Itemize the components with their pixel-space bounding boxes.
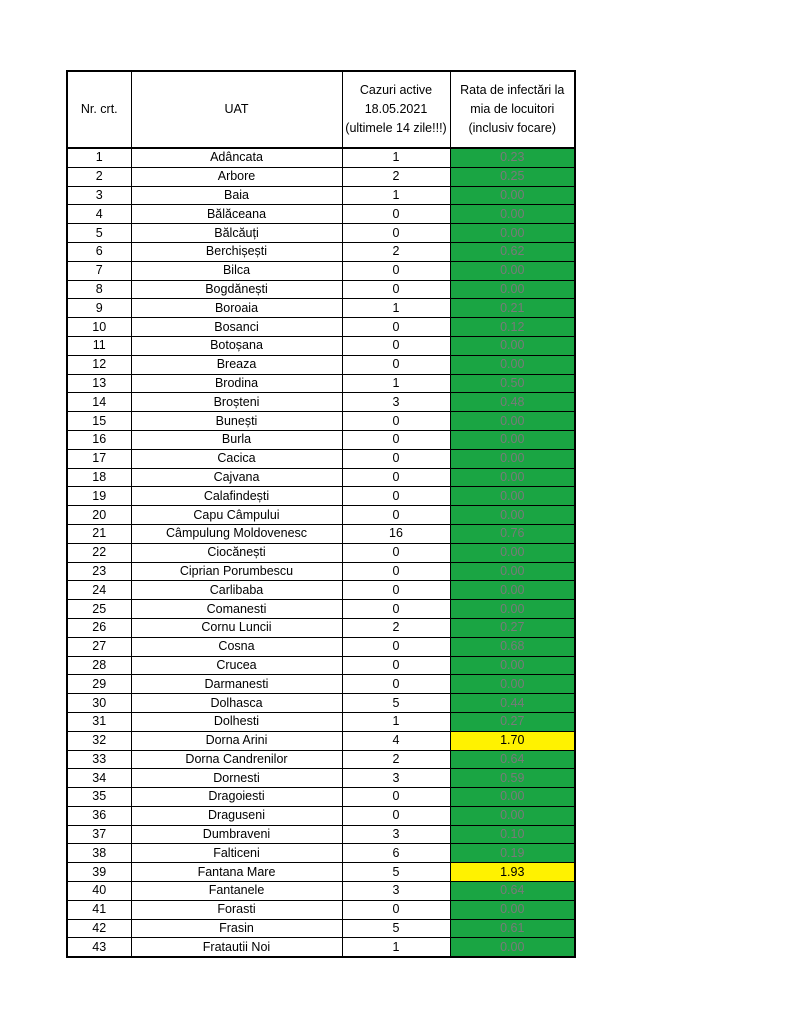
cell-nr: 15 [67, 412, 131, 431]
cell-cases: 0 [342, 675, 450, 694]
cell-rate: 0.21 [450, 299, 575, 318]
cell-rate: 0.00 [450, 280, 575, 299]
cell-nr: 4 [67, 205, 131, 224]
cell-nr: 41 [67, 900, 131, 919]
cell-uat: Bilca [131, 261, 342, 280]
table-row [67, 656, 575, 675]
cell-cases: 1 [342, 374, 450, 393]
cell-nr: 32 [67, 731, 131, 750]
cell-rate: 0.00 [450, 261, 575, 280]
table-row [67, 600, 575, 619]
cell-uat: Dragoiesti [131, 788, 342, 807]
cell-nr: 7 [67, 261, 131, 280]
cell-rate: 0.50 [450, 374, 575, 393]
cell-cases: 0 [342, 412, 450, 431]
cell-cases: 0 [342, 900, 450, 919]
cell-uat: Fratautii Noi [131, 938, 342, 957]
table-row [67, 675, 575, 694]
cell-nr: 31 [67, 712, 131, 731]
cell-nr: 5 [67, 224, 131, 243]
header-cases: Cazuri active 18.05.2021 (ultimele 14 zile!!!) [342, 71, 450, 148]
cell-rate: 0.00 [450, 806, 575, 825]
cell-cases: 4 [342, 731, 450, 750]
cell-nr: 19 [67, 487, 131, 506]
cell-uat: Breaza [131, 355, 342, 374]
cell-cases: 0 [342, 318, 450, 337]
cell-uat: Cacica [131, 449, 342, 468]
cell-rate: 0.00 [450, 412, 575, 431]
header-rate: Rata de infectări la mia de locuitori (inclusiv focare) [450, 71, 575, 148]
cell-cases: 5 [342, 863, 450, 882]
cell-cases: 0 [342, 205, 450, 224]
table-row [67, 806, 575, 825]
cell-cases: 5 [342, 919, 450, 938]
cell-cases: 3 [342, 393, 450, 412]
cell-rate: 0.00 [450, 224, 575, 243]
cell-cases: 0 [342, 449, 450, 468]
cell-uat: Broșteni [131, 393, 342, 412]
cell-nr: 2 [67, 167, 131, 186]
cell-cases: 1 [342, 299, 450, 318]
cell-uat: Fantanele [131, 882, 342, 901]
cell-rate: 0.00 [450, 562, 575, 581]
cell-uat: Fantana Mare [131, 863, 342, 882]
cell-nr: 20 [67, 506, 131, 525]
cell-uat: Calafindești [131, 487, 342, 506]
cell-uat: Berchișești [131, 242, 342, 261]
cell-cases: 1 [342, 148, 450, 167]
table-row [67, 524, 575, 543]
cell-nr: 18 [67, 468, 131, 487]
cell-nr: 16 [67, 430, 131, 449]
cell-nr: 28 [67, 656, 131, 675]
table-row [67, 261, 575, 280]
table-row [67, 242, 575, 261]
cell-nr: 13 [67, 374, 131, 393]
cell-uat: Baia [131, 186, 342, 205]
table-row [67, 449, 575, 468]
cell-uat: Burla [131, 430, 342, 449]
cell-nr: 43 [67, 938, 131, 957]
cell-cases: 0 [342, 656, 450, 675]
table-row [67, 167, 575, 186]
cell-uat: Cosna [131, 637, 342, 656]
cell-rate: 0.00 [450, 543, 575, 562]
table-row [67, 694, 575, 713]
table-row [67, 844, 575, 863]
table-row [67, 506, 575, 525]
table-row [67, 280, 575, 299]
header-uat: UAT [131, 71, 342, 148]
cell-uat: Dolhesti [131, 712, 342, 731]
cell-rate: 0.76 [450, 524, 575, 543]
cell-nr: 9 [67, 299, 131, 318]
cell-cases: 2 [342, 167, 450, 186]
cell-nr: 11 [67, 336, 131, 355]
cell-uat: Draguseni [131, 806, 342, 825]
cell-cases: 1 [342, 712, 450, 731]
table-row [67, 355, 575, 374]
cell-cases: 3 [342, 825, 450, 844]
cell-cases: 0 [342, 806, 450, 825]
cell-nr: 12 [67, 355, 131, 374]
cell-cases: 0 [342, 355, 450, 374]
cell-uat: Adâncata [131, 148, 342, 167]
cell-rate: 0.23 [450, 148, 575, 167]
cell-uat: Bălăceana [131, 205, 342, 224]
table-row [67, 186, 575, 205]
cell-uat: Carlibaba [131, 581, 342, 600]
cell-nr: 40 [67, 882, 131, 901]
table-row [67, 769, 575, 788]
cell-rate: 0.00 [450, 900, 575, 919]
cell-nr: 29 [67, 675, 131, 694]
cell-uat: Ciprian Porumbescu [131, 562, 342, 581]
cell-cases: 0 [342, 562, 450, 581]
cell-nr: 3 [67, 186, 131, 205]
cell-rate: 0.00 [450, 581, 575, 600]
cell-rate: 0.00 [450, 430, 575, 449]
table-row [67, 919, 575, 938]
cell-cases: 3 [342, 882, 450, 901]
cell-cases: 0 [342, 430, 450, 449]
cell-uat: Boroaia [131, 299, 342, 318]
cell-uat: Arbore [131, 167, 342, 186]
cell-nr: 39 [67, 863, 131, 882]
cell-uat: Bălcăuți [131, 224, 342, 243]
cell-cases: 0 [342, 487, 450, 506]
table-row [67, 581, 575, 600]
table-row [67, 336, 575, 355]
cell-rate: 0.48 [450, 393, 575, 412]
cell-uat: Dornesti [131, 769, 342, 788]
infection-rate-table [66, 70, 576, 958]
cell-uat: Dumbraveni [131, 825, 342, 844]
cell-rate: 0.00 [450, 675, 575, 694]
table-row [67, 863, 575, 882]
table-row [67, 731, 575, 750]
cell-nr: 24 [67, 581, 131, 600]
table-row [67, 637, 575, 656]
cell-rate: 0.64 [450, 882, 575, 901]
cell-nr: 6 [67, 242, 131, 261]
cell-uat: Darmanesti [131, 675, 342, 694]
cell-nr: 10 [67, 318, 131, 337]
cell-nr: 17 [67, 449, 131, 468]
cell-rate: 0.64 [450, 750, 575, 769]
cell-uat: Forasti [131, 900, 342, 919]
cell-cases: 0 [342, 600, 450, 619]
cell-rate: 0.00 [450, 788, 575, 807]
cell-uat: Dolhasca [131, 694, 342, 713]
cell-rate: 0.00 [450, 938, 575, 957]
cell-rate: 0.44 [450, 694, 575, 713]
cell-rate: 1.70 [450, 731, 575, 750]
cell-uat: Bosanci [131, 318, 342, 337]
cell-nr: 37 [67, 825, 131, 844]
table-row [67, 562, 575, 581]
table-row [67, 468, 575, 487]
cell-rate: 1.93 [450, 863, 575, 882]
cell-rate: 0.00 [450, 600, 575, 619]
table-row [67, 900, 575, 919]
cell-nr: 27 [67, 637, 131, 656]
cell-cases: 0 [342, 336, 450, 355]
cell-uat: Botoșana [131, 336, 342, 355]
cell-rate: 0.19 [450, 844, 575, 863]
cell-nr: 21 [67, 524, 131, 543]
cell-cases: 1 [342, 186, 450, 205]
cell-rate: 0.27 [450, 618, 575, 637]
cell-cases: 2 [342, 750, 450, 769]
cell-cases: 2 [342, 242, 450, 261]
cell-rate: 0.00 [450, 506, 575, 525]
table-row [67, 712, 575, 731]
cell-nr: 36 [67, 806, 131, 825]
cell-rate: 0.62 [450, 242, 575, 261]
cell-cases: 16 [342, 524, 450, 543]
cell-rate: 0.25 [450, 167, 575, 186]
cell-rate: 0.00 [450, 468, 575, 487]
cell-cases: 0 [342, 543, 450, 562]
cell-uat: Câmpulung Moldovenesc [131, 524, 342, 543]
cell-rate: 0.12 [450, 318, 575, 337]
cell-uat: Comanesti [131, 600, 342, 619]
table-row [67, 487, 575, 506]
cell-cases: 0 [342, 581, 450, 600]
cell-nr: 22 [67, 543, 131, 562]
table-row [67, 938, 575, 957]
table-row [67, 882, 575, 901]
table-row [67, 374, 575, 393]
cell-cases: 1 [342, 938, 450, 957]
cell-nr: 26 [67, 618, 131, 637]
cell-cases: 0 [342, 468, 450, 487]
cell-rate: 0.10 [450, 825, 575, 844]
cell-cases: 0 [342, 788, 450, 807]
cell-uat: Cajvana [131, 468, 342, 487]
cell-nr: 1 [67, 148, 131, 167]
table-row [67, 543, 575, 562]
table-row [67, 224, 575, 243]
cell-nr: 25 [67, 600, 131, 619]
table-row [67, 205, 575, 224]
cell-nr: 23 [67, 562, 131, 581]
cell-nr: 35 [67, 788, 131, 807]
cell-uat: Dorna Arini [131, 731, 342, 750]
cell-rate: 0.59 [450, 769, 575, 788]
table-row [67, 412, 575, 431]
cell-cases: 0 [342, 506, 450, 525]
header-nr: Nr. crt. [67, 71, 131, 148]
cell-nr: 30 [67, 694, 131, 713]
cell-rate: 0.00 [450, 487, 575, 506]
cell-uat: Capu Câmpului [131, 506, 342, 525]
cell-nr: 8 [67, 280, 131, 299]
cell-cases: 0 [342, 261, 450, 280]
cell-cases: 2 [342, 618, 450, 637]
cell-nr: 14 [67, 393, 131, 412]
cell-cases: 0 [342, 280, 450, 299]
table-row [67, 618, 575, 637]
cell-uat: Brodina [131, 374, 342, 393]
cell-cases: 3 [342, 769, 450, 788]
table-row [67, 299, 575, 318]
cell-cases: 0 [342, 224, 450, 243]
cell-rate: 0.00 [450, 355, 575, 374]
table-row [67, 148, 575, 167]
cell-uat: Ciocănești [131, 543, 342, 562]
cell-uat: Cornu Luncii [131, 618, 342, 637]
cell-uat: Frasin [131, 919, 342, 938]
header-row [67, 71, 575, 148]
cell-nr: 34 [67, 769, 131, 788]
cell-uat: Falticeni [131, 844, 342, 863]
cell-rate: 0.00 [450, 656, 575, 675]
cell-cases: 6 [342, 844, 450, 863]
cell-uat: Dorna Candrenilor [131, 750, 342, 769]
cell-rate: 0.61 [450, 919, 575, 938]
cell-rate: 0.00 [450, 449, 575, 468]
cell-cases: 5 [342, 694, 450, 713]
cell-nr: 38 [67, 844, 131, 863]
table-row [67, 318, 575, 337]
cell-uat: Bunești [131, 412, 342, 431]
cell-nr: 42 [67, 919, 131, 938]
cell-nr: 33 [67, 750, 131, 769]
table-row [67, 430, 575, 449]
table-row [67, 825, 575, 844]
cell-uat: Crucea [131, 656, 342, 675]
cell-cases: 0 [342, 637, 450, 656]
cell-rate: 0.00 [450, 336, 575, 355]
cell-rate: 0.68 [450, 637, 575, 656]
cell-rate: 0.00 [450, 186, 575, 205]
cell-uat: Bogdănești [131, 280, 342, 299]
table-body [67, 148, 575, 957]
cell-rate: 0.00 [450, 205, 575, 224]
table-row [67, 750, 575, 769]
table-row [67, 788, 575, 807]
table-row [67, 393, 575, 412]
cell-rate: 0.27 [450, 712, 575, 731]
